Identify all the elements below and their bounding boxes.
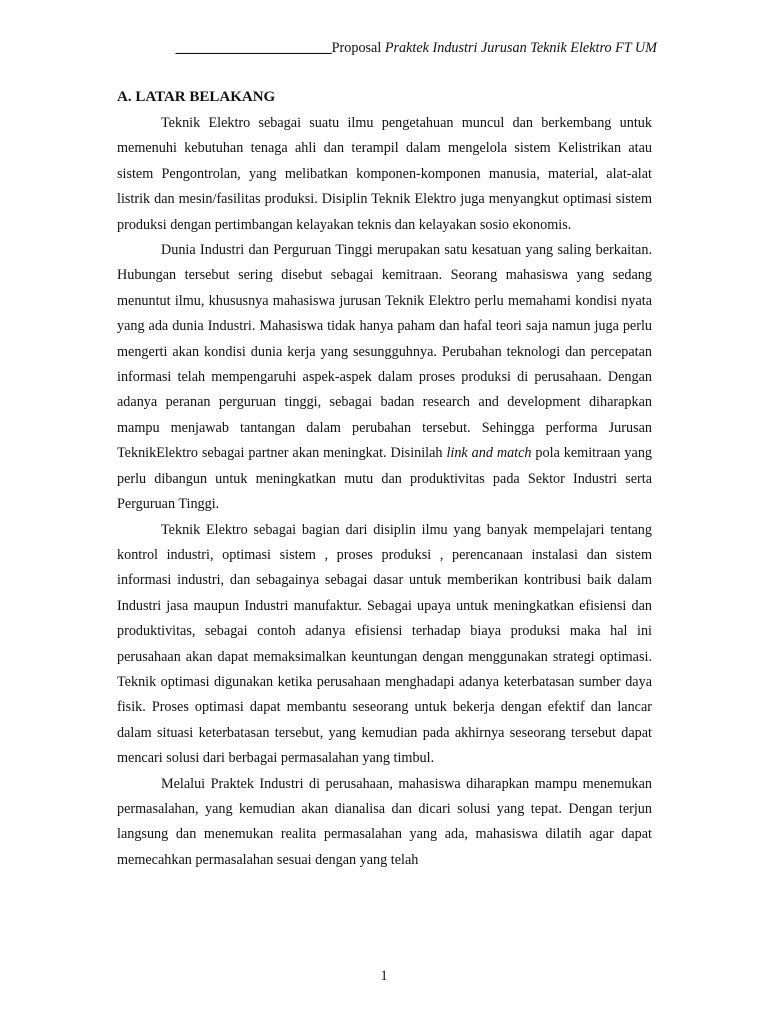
- paragraph-3: Teknik Elektro sebagai bagian dari disiplin ilmu yang banyak mempelajari tentang kontrol industri, optimasi sistem , proses produksi , perencanaan instalasi dan sistem informasi industri, dan sebagainya sebagai dasar untuk memberikan kontribusi baik dalam Industri jasa maupun Industri manufaktur. Sebagai upaya untuk meningkatkan efisiensi dan produktivitas, sebagai contoh adanya efisiensi terhadap biaya produksi maka hal ini perusahaan akan dapat memaksimalkan keuntungan dengan menggunakan strategi optimasi. Teknik optimasi digunakan ketika perusahaan menghadapi adanya keterbatasan sumber daya fisik. Proses optimasi dapat membantu seseorang untuk bekerja dengan efektif dan lancar dalam situasi keterbatasan tersebut, yang kemudian pada akhirnya seseorang tersebut dapat mencari solusi dari berbagai permasalahan yang timbul.: [117, 521, 652, 767]
- body-text: [117, 111, 652, 873]
- page-header: [117, 38, 657, 58]
- paragraph-2-part-2: pola kemitraan yang perlu dibangun untuk meningkatkan mutu dan produktivitas pada Sektor Industri serta Perguruan Tinggi.: [117, 445, 653, 513]
- header-underline: ______________________: [175, 40, 332, 56]
- header-prefix: Proposal: [331, 40, 385, 56]
- paragraph-4: Melalui Praktek Industri di perusahaan, mahasiswa diharapkan mampu menemukan permasalahan, yang kemudian akan dianalisa dan dicari solusi yang tepat. Dengan terjun langsung dan menemukan realita permasalahan yang ada, mahasiswa dilatih agar dapat memecahkan permasalahan sesuai dengan yang telah: [117, 775, 652, 868]
- paragraph-2-emphasis: link and match: [446, 445, 532, 462]
- paragraph-1: Teknik Elektro sebagai suatu ilmu pengetahuan muncul dan berkembang untuk memenuhi kebutuhan tenaga ahli dan terampil dalam mengelola sistem Kelistrikan atau sistem Pengontrolan, yang melibatkan komponen-komponen manusia, material, alat-alat listrik dan mesin/fasilitas produksi. Disiplin Teknik Elektro juga menyangkut optimasi sistem produksi dengan pertimbangan kelayakan teknis dan kelayakan sosio ekonomis.: [117, 115, 652, 233]
- paragraph-2: [117, 238, 652, 517]
- paragraph-2-part-1: Dunia Industri dan Perguruan Tinggi merupakan satu kesatuan yang saling berkaitan. Hubungan tersebut sering disebut sebagai kemitraan. Seorang mahasiswa yang sedang menuntut ilmu, khususnya mahasiswa jurusan Teknik Elektro perlu memahami kondisi nyata yang ada dunia Industri. Mahasiswa tidak hanya paham dan hafal teori saja namun juga perlu mengerti akan kondisi dunia kerja yang sesungguhnya. Perubahan teknologi dan percepatan informasi telah mempengaruhi aspek-aspek dalam proses produksi di perusahaan. Dengan adanya peranan perguruan tinggi, sebagai badan research and development diharapkan mampu menjawab tantangan dalam perubahan tersebut. Sehingga performa Jurusan TeknikElektro sebagai partner akan meningkat. Disinilah: [117, 242, 652, 462]
- page-number: 1: [380, 968, 388, 984]
- section-title: A. LATAR BELAKANG: [117, 89, 276, 105]
- header-title: Praktek Industri Jurusan Teknik Elektro FT UM: [384, 40, 657, 56]
